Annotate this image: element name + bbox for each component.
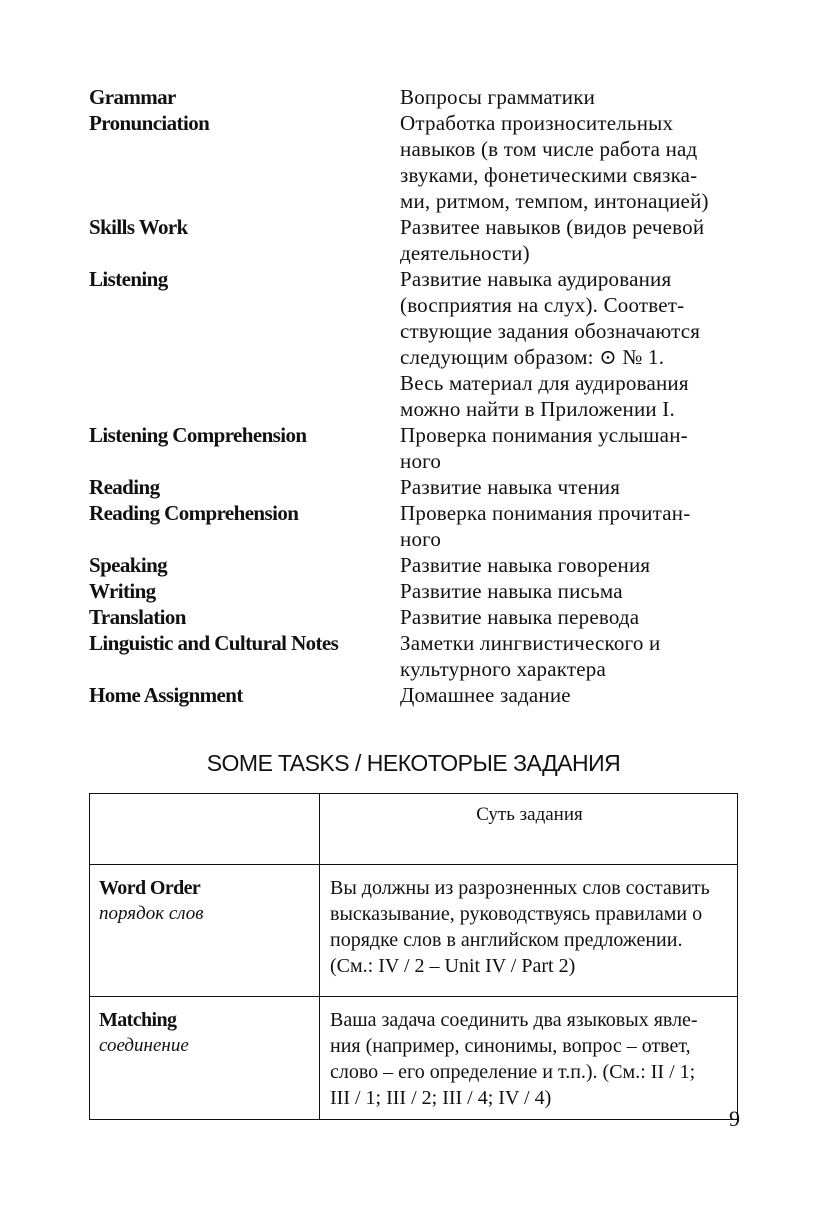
task-name-cell: [90, 997, 320, 1120]
term-row: [89, 110, 749, 214]
tasks-table: [89, 793, 738, 1120]
table-row: [90, 865, 738, 997]
term-name: Translation: [89, 605, 186, 629]
term-description: Проверка понимания прочитан- ного: [400, 501, 691, 551]
term-row: [89, 552, 749, 578]
term-description: Вопросы грамматики: [400, 85, 596, 109]
term-description: Проверка понимания услышан- ного: [400, 423, 688, 473]
term-name: Pronunciation: [89, 111, 210, 135]
task-subtitle: соединение: [99, 1035, 189, 1056]
table-header-row: [90, 794, 738, 865]
task-description-cell: [320, 865, 738, 997]
task-name: Matching: [99, 1009, 177, 1031]
term-description: Развитее навыков (видов речевой деятельности): [400, 215, 705, 265]
term-name: Listening Comprehension: [89, 423, 307, 447]
term-description: Домашнее задание: [400, 683, 571, 707]
task-description-cell: [320, 997, 738, 1120]
term-description: Развитие навыка письма: [400, 579, 623, 603]
term-name: Reading: [89, 475, 160, 499]
task-description: Ваша задача соединить два языковых явле- ния (например, синонимы, вопрос – ответ, слово – его определение и т.п.). (См.: II / 1; III / 1; III / 2; III / 4; IV / 4): [330, 1009, 698, 1109]
term-name: Skills Work: [89, 215, 188, 239]
term-row: [89, 578, 749, 604]
term-description: Отработка произносительных навыков (в том числе работа над звуками, фонетическими связка- ми, ритмом, темпом, интонацией): [400, 111, 709, 213]
term-description: Развитие навыка чтения: [400, 475, 621, 499]
page-number: 9: [729, 1106, 740, 1131]
term-row: [89, 604, 749, 630]
term-row: [89, 266, 749, 422]
term-row: [89, 84, 749, 110]
task-name-cell: [90, 865, 320, 997]
terms-list: [89, 84, 749, 708]
term-description: Развитие навыка перевода: [400, 605, 640, 629]
term-row: [89, 214, 749, 266]
term-name: Listening: [89, 267, 168, 291]
term-row: [89, 422, 749, 474]
term-row: [89, 630, 749, 682]
term-name: Reading Comprehension: [89, 501, 299, 525]
term-row: [89, 500, 749, 552]
term-description: Заметки лингвистического и культурного характера: [400, 631, 661, 681]
term-name: Linguistic and Cultural Notes: [89, 631, 339, 655]
term-description: Развитие навыка говорения: [400, 553, 651, 577]
term-name: Home Assignment: [89, 683, 243, 707]
term-row: [89, 682, 749, 708]
header-cell-essence: Суть задания: [320, 794, 738, 865]
header-cell-empty: [90, 794, 320, 865]
task-name: Word Order: [99, 877, 201, 899]
task-description: Вы должны из разрозненных слов составить высказывание, руководствуясь правилами о порядке слов в английском предложении. (См.: IV / 2 – Unit IV / Part 2): [330, 877, 710, 977]
section-title: SOME TASKS / НЕКОТОРЫЕ ЗАДАНИЯ: [206, 750, 621, 776]
term-name: Grammar: [89, 85, 176, 109]
term-row: [89, 474, 749, 500]
table-row: [90, 997, 738, 1120]
task-subtitle: порядок слов: [99, 903, 204, 924]
term-description: Развитие навыка аудирования (восприятия на слух). Соответ- ствующие задания обозначаются следующим образом: ⊙ № 1. Весь материал для аудирования можно найти в Приложении I.: [400, 267, 701, 421]
term-name: Writing: [89, 579, 156, 603]
term-name: Speaking: [89, 553, 168, 577]
